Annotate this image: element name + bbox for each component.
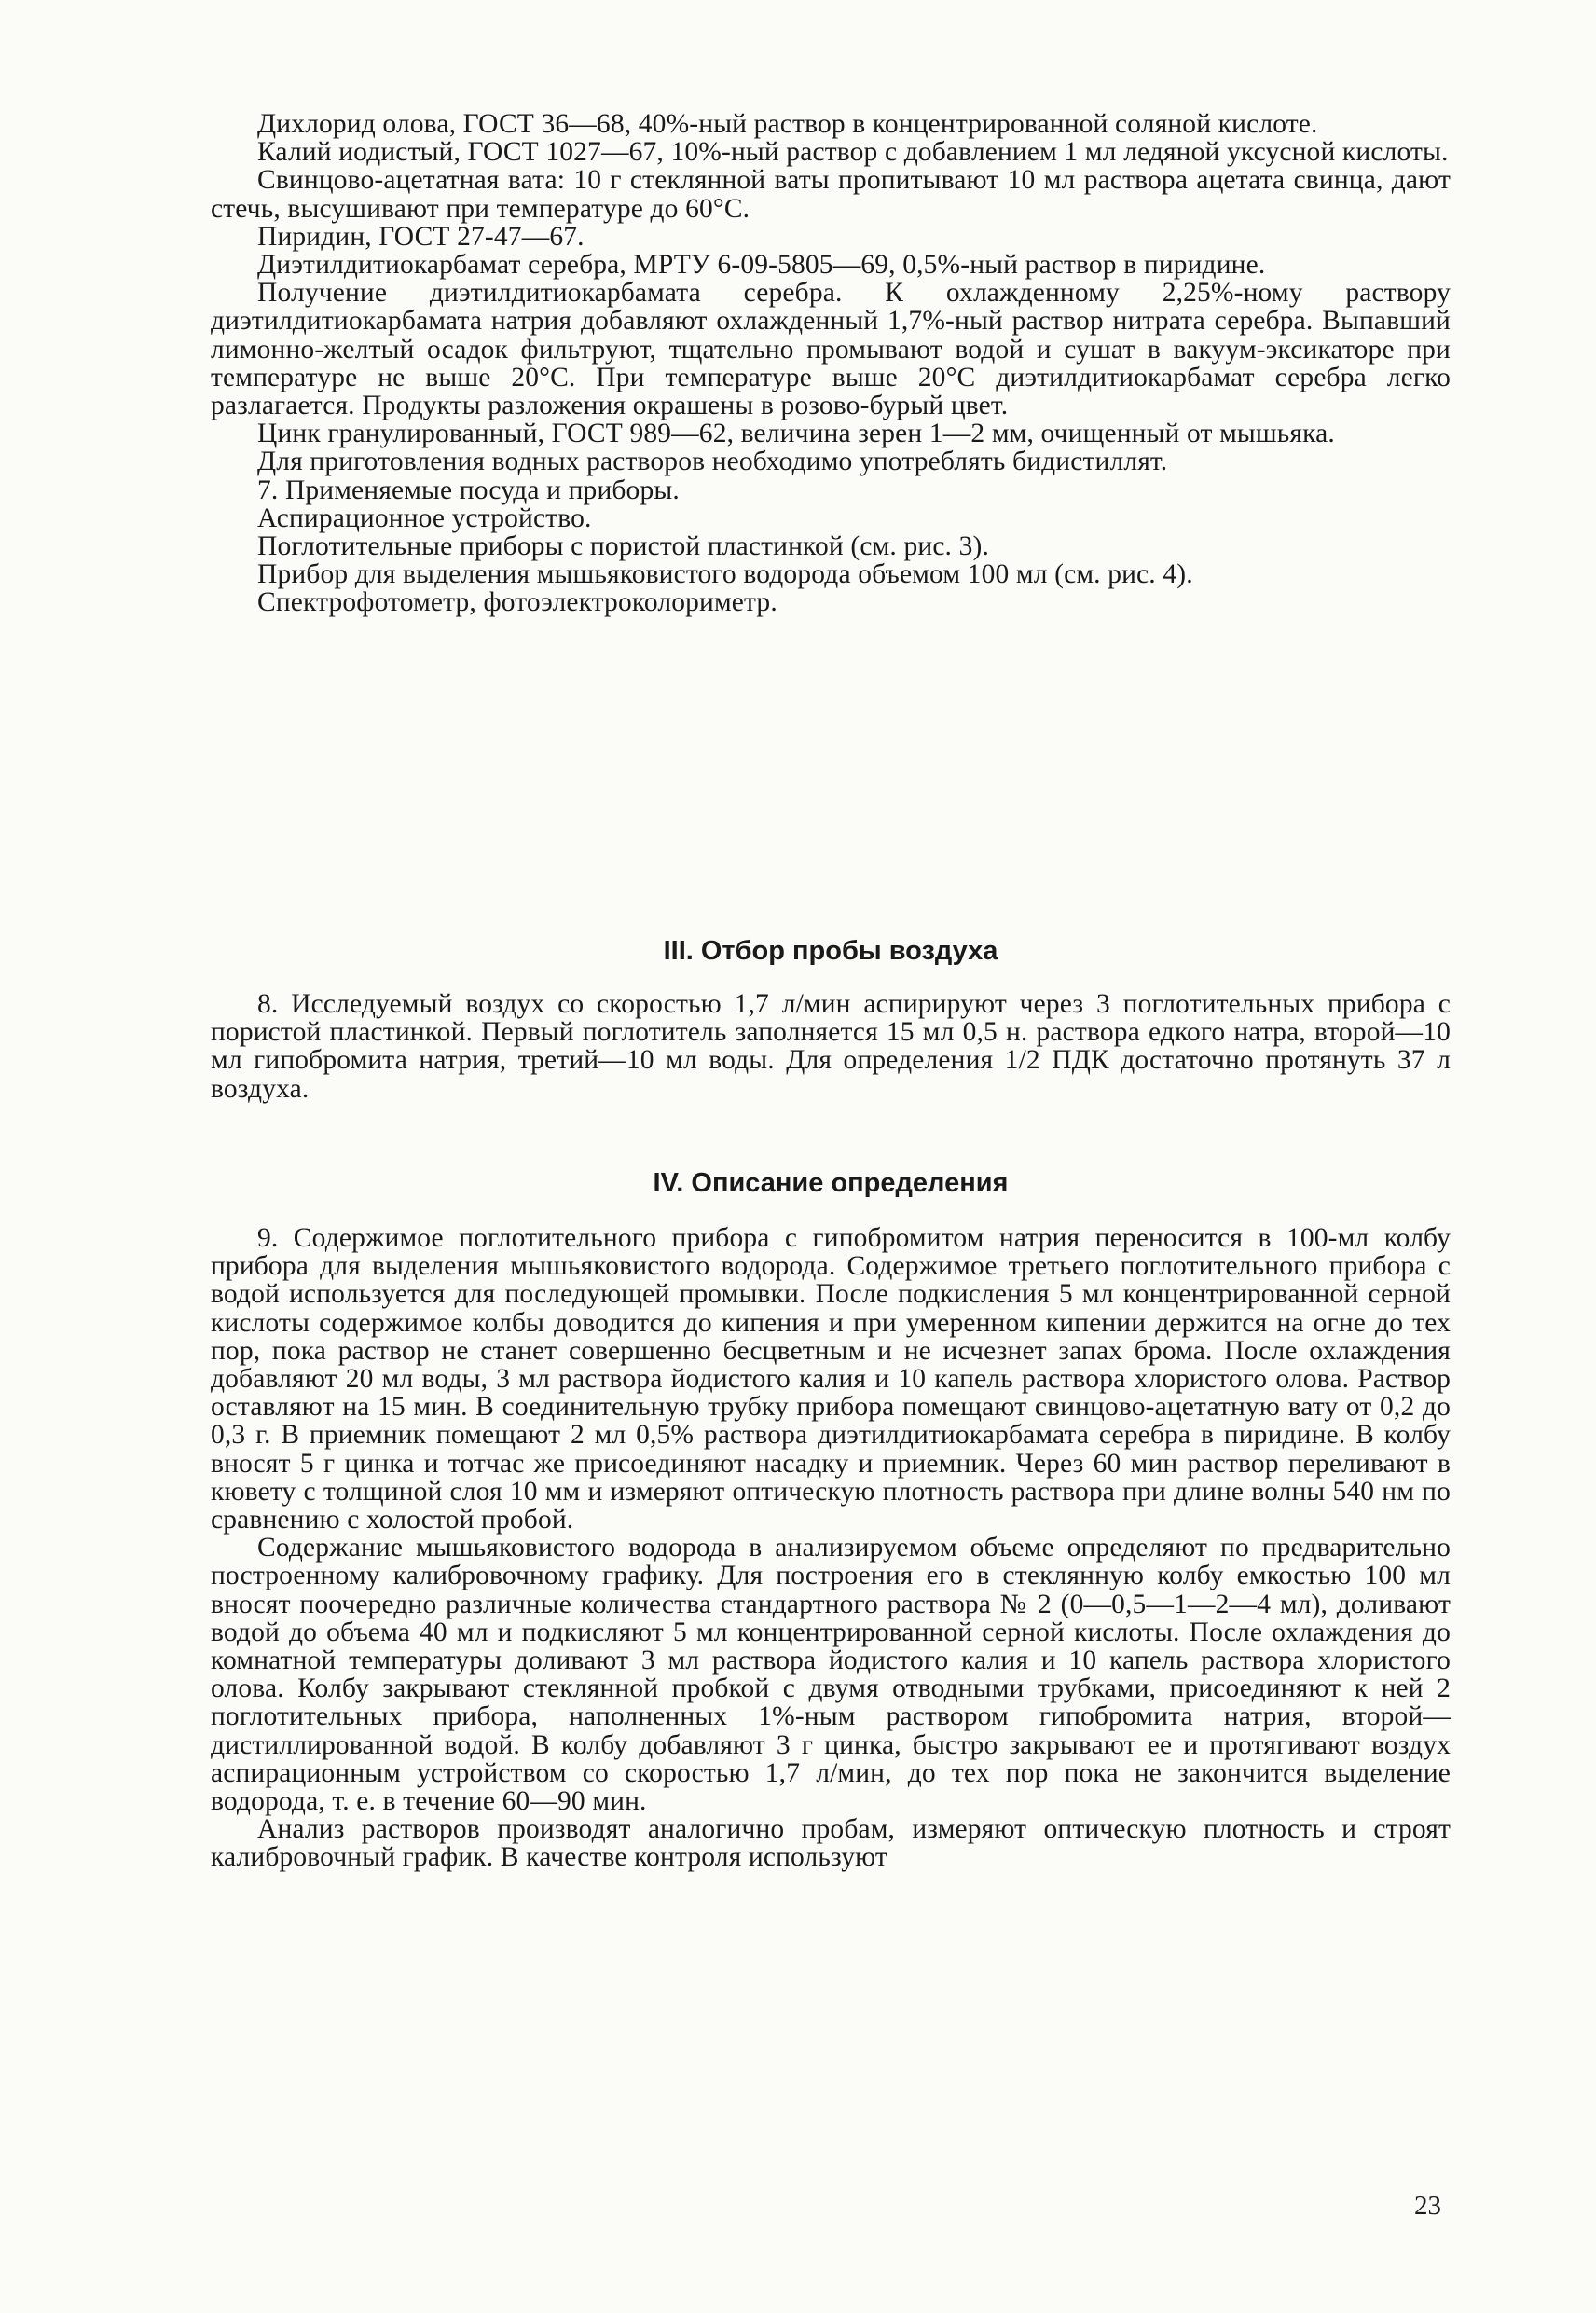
air-sampling-section [211, 990, 1451, 1103]
equipment-item: Поглотительные приборы с пористой пластинкой (см. рис. 3). [257, 531, 990, 562]
section-heading-air-sampling: III. Отбор пробы воздуха [663, 936, 998, 966]
reagent-zinc: Цинк гранулированный, ГОСТ 989—62, величина зерен 1—2 мм, очищенный от мышьяка. [257, 419, 1335, 449]
reagent-tin-dichloride: Дихлорид олова, ГОСТ 36—68, 40%-ный раствор в концентрированной соляной кислоте. [257, 109, 1318, 139]
reagents-and-equipment-block [211, 110, 1451, 617]
equipment-item: Аспирационное устройство. [257, 503, 592, 533]
equipment-title: 7. Применяемые посуда и приборы. [257, 475, 680, 505]
reagent-silver-diethyldithiocarbamate: Диэтилдитиокарбамат серебра, МРТУ 6-09-5805—69, 0,5%-ный раствор в пиридине. [257, 250, 1266, 281]
equipment-item: Спектрофотометр, фотоэлектроколориметр. [257, 587, 777, 618]
reagent-lead-acetate-wool: Свинцово-ацетатная вата: 10 г стеклянной ваты пропитывают 10 мл раствора ацетата свинца, дают стечь, высушивают при температуре до 60°С. [211, 165, 1451, 224]
section-heading-determination: IV. Описание определения [653, 1168, 1009, 1198]
equipment-item: Прибор для выделения мышьяковистого водорода объемом 100 мл (см. рис. 4). [257, 559, 1193, 590]
analysis-paragraph: Анализ растворов производят аналогично пробам, измеряют оптическую плотность и строят калибровочный график. В качестве контроля используют [211, 1814, 1451, 1873]
determination-section [211, 1224, 1451, 1872]
determination-paragraph: 9. Содержимое поглотительного прибора с гипобромитом натрия переносится в 100-мл колбу прибора для выделения мышьяковистого водорода. Содержимое третьего поглотительного прибора с водой используется для последующей промывки. После подкисления 5 мл концентрированной серной кислоты содержимое колбы доводится до кипения и при умеренном кипении держится на огне до тех пор, пока раствор не станет совершенно бесцветным и не исчезнет запах брома. После охлаждения добавляют 20 мл воды, 3 мл раствора йодистого калия и 10 капель раствора хлористого олова. Раствор оставляют на 15 мин. В соединительную трубку прибора помещают свинцово-ацетатную вату от 0,2 до 0,3 г. В приемник помещают 2 мл 0,5% раствора диэтилдитиокарбамата серебра в пиридине. В колбу вносят 5 г цинка и тотчас же присоединяют насадку и приемник. Через 60 мин раствор переливают в кювету с толщиной слоя 10 мм и измеряют оптическую плотность раствора при длине волны 540 нм по сравнению с холостой пробой. [211, 1223, 1451, 1535]
reagent-pyridine: Пиридин, ГОСТ 27-47—67. [257, 221, 585, 252]
page-number: 23 [1414, 2191, 1441, 2221]
reagent-water-note: Для приготовления водных растворов необходимо употреблять бидистиллят. [257, 447, 1168, 477]
air-sampling-paragraph: 8. Исследуемый воздух со скоростью 1,7 л/мин аспирируют через 3 поглотительных прибора с пористой пластинкой. Первый поглотитель заполняется 15 мл 0,5 н. раствора едкого натра, второй—10 мл гипобромита натрия, третий—10 мл воды. Для определения 1/2 ПДК достаточно протянуть 37 л воздуха. [211, 989, 1451, 1104]
calibration-paragraph: Содержание мышьяковистого водорода в анализируемом объеме определяют по предварительно построенному калибровочному графику. Для построения его в стеклянную колбу емкостью 100 мл вносят поочередно различные количества стандартного раствора № 2 (0—0,5—1—2—4 мл), доливают водой до объема 40 мл и подкисляют 5 мл концентрированной серной кислоты. После охлаждения до комнатной температуры доливают 3 мл раствора йодистого калия и 10 капель раствора хлористого олова. Колбу закрывают стеклянной пробкой с двумя отводными трубками, присоединяют к ней 2 поглотительных прибора, наполненных 1%-ным раствором гипобромита натрия, второй—дистиллированной водой. В колбу добавляют 3 г цинка, быстро закрывают ее и протягивают воздух аспирационным устройством со скоростью 1,7 л/мин, до тех пор пока не закончится выделение водорода, т. е. в течение 60—90 мин. [211, 1533, 1451, 1817]
reagent-preparation-paragraph: Получение диэтилдитиокарбамата серебра. К охлажденному 2,25%-ному раствору диэтилдитиокарбамата натрия добавляют охлажденный 1,7%-ный раствор нитрата серебра. Выпавший лимонно-желтый осадок фильтруют, тщательно промывают водой и сушат в вакуум-эксикаторе при температуре не выше 20°С. При температуре выше 20°С диэтилдитиокарбамат серебра легко разлагается. Продукты разложения окрашены в розово-бурый цвет. [211, 278, 1451, 421]
reagent-potassium-iodide: Калий иодистый, ГОСТ 1027—67, 10%-ный раствор с добавлением 1 мл ледяной уксусной кислоты. [257, 137, 1449, 168]
